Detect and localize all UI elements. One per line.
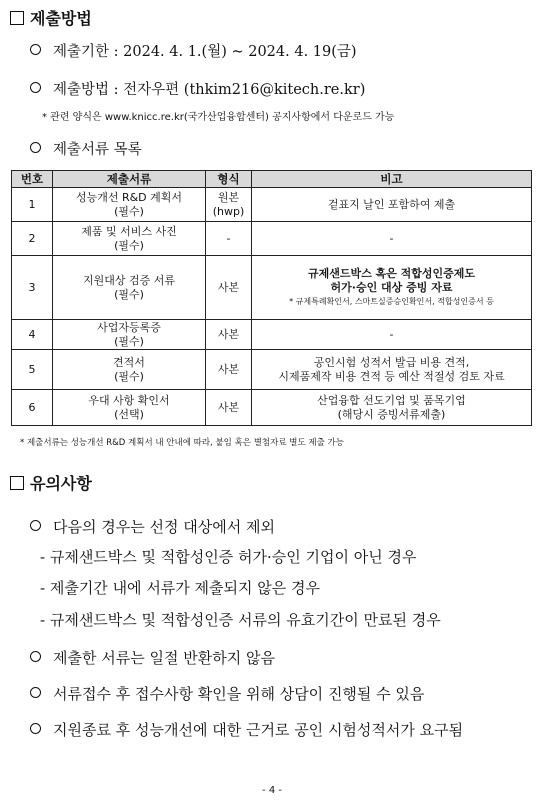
cell-doc: 우대 사항 확인서 (선택) — [53, 390, 206, 426]
table-row — [12, 256, 532, 320]
circle-bullet-icon — [30, 82, 41, 93]
method-label: 제출방법 : 전자우편 — [53, 82, 184, 98]
circle-bullet-icon — [30, 687, 41, 698]
notes-item-consultation: 서류접수 후 접수사항 확인을 위해 상담이 진행될 수 있음 — [30, 683, 424, 704]
cell-no: 1 — [12, 188, 53, 222]
notes-subitem: - 규제샌드박스 및 적합성인증 서류의 유효기간이 만료된 경우 — [40, 611, 441, 629]
docs-list-item — [30, 138, 142, 159]
cell-format: 사본 — [206, 350, 252, 390]
cell-remark: 산업융합 선도기업 및 품목기업 (해당시 증빙서류제출) — [252, 390, 532, 426]
cell-remark: 공인시험 성적서 발급 비용 견적, 시제품제작 비용 견적 등 예산 적절성 검토 자료 — [252, 350, 532, 390]
notes-item-no-return: 제출한 서류는 일절 반환하지 않음 — [30, 647, 275, 668]
cell-no: 5 — [12, 350, 53, 390]
table-footnote: * 제출서류는 성능개선 R&D 계획서 내 안내에 따라, 붙임 혹은 별첨자료 별도 제출 가능 — [20, 438, 344, 448]
circle-bullet-icon — [30, 651, 41, 662]
deadline-item — [30, 40, 357, 61]
notes-item-exclusion: 다음의 경우는 선정 대상에서 제외 — [30, 516, 275, 537]
cell-doc: 사업자등록증 (필수) — [53, 320, 206, 350]
table-row — [12, 350, 532, 390]
cell-doc: 제품 및 서비스 사진 (필수) — [53, 222, 206, 256]
cell-remark: 규제샌드박스 혹은 적합성인증제도 허가·승인 대상 증빙 자료 * 규제특례확인서, 스마트실증승인확인서, 적합성인증서 등 — [252, 256, 532, 320]
cell-no: 2 — [12, 222, 53, 256]
cell-remark: 겉표지 날인 포함하여 제출 — [252, 188, 532, 222]
cell-format: - — [206, 222, 252, 256]
cell-remark: - — [252, 222, 532, 256]
table-row — [12, 390, 532, 426]
table-header-row — [12, 171, 532, 188]
cell-no: 4 — [12, 320, 53, 350]
cell-format: 사본 — [206, 390, 252, 426]
cell-format: 사본 — [206, 256, 252, 320]
notes-subitem: - 제출기간 내에 서류가 제출되지 않은 경우 — [40, 579, 321, 597]
cell-doc: 견적서 (필수) — [53, 350, 206, 390]
section-heading-notes: 유의사항 — [10, 471, 92, 494]
cell-no: 3 — [12, 256, 53, 320]
deadline-label: 제출기한 : — [53, 44, 124, 60]
deadline-value: 2024. 4. 1.(월) ~ 2024. 4. 19(금) — [123, 44, 357, 60]
submission-docs-table — [11, 170, 532, 426]
method-item — [30, 78, 365, 99]
circle-bullet-icon — [30, 142, 41, 153]
checkbox-square-icon — [10, 476, 24, 490]
table-row — [12, 320, 532, 350]
section-heading-submission: 제출방법 — [10, 6, 92, 29]
circle-bullet-icon — [30, 44, 41, 55]
notes-item-certificate: 지원종료 후 성능개선에 대한 근거로 공인 시험성적서가 요구됨 — [30, 719, 463, 740]
cell-remark: - — [252, 320, 532, 350]
cell-doc: 성능개선 R&D 계획서 (필수) — [53, 188, 206, 222]
download-note: * 관련 양식은 www.knicc.re.kr(국가산업융합센터) 공지사항에서 다운로드 가능 — [42, 112, 395, 123]
cell-no: 6 — [12, 390, 53, 426]
header-no: 번호 — [12, 171, 53, 188]
checkbox-square-icon — [10, 11, 24, 25]
header-remark: 비고 — [252, 171, 532, 188]
table-row — [12, 188, 532, 222]
page-number: - 4 - — [262, 785, 282, 796]
docs-list-label: 제출서류 목록 — [53, 142, 142, 158]
header-doc: 제출서류 — [53, 171, 206, 188]
circle-bullet-icon — [30, 520, 41, 531]
table-row — [12, 222, 532, 256]
notes-subitem: - 규제샌드박스 및 적합성인증 허가·승인 기업이 아닌 경우 — [40, 548, 417, 566]
cell-format: 원본 (hwp) — [206, 188, 252, 222]
header-format: 형식 — [206, 171, 252, 188]
circle-bullet-icon — [30, 723, 41, 734]
cell-doc: 지원대상 검증 서류 (필수) — [53, 256, 206, 320]
cell-format: 사본 — [206, 320, 252, 350]
method-email[interactable]: (thkim216@kitech.re.kr) — [183, 82, 366, 98]
